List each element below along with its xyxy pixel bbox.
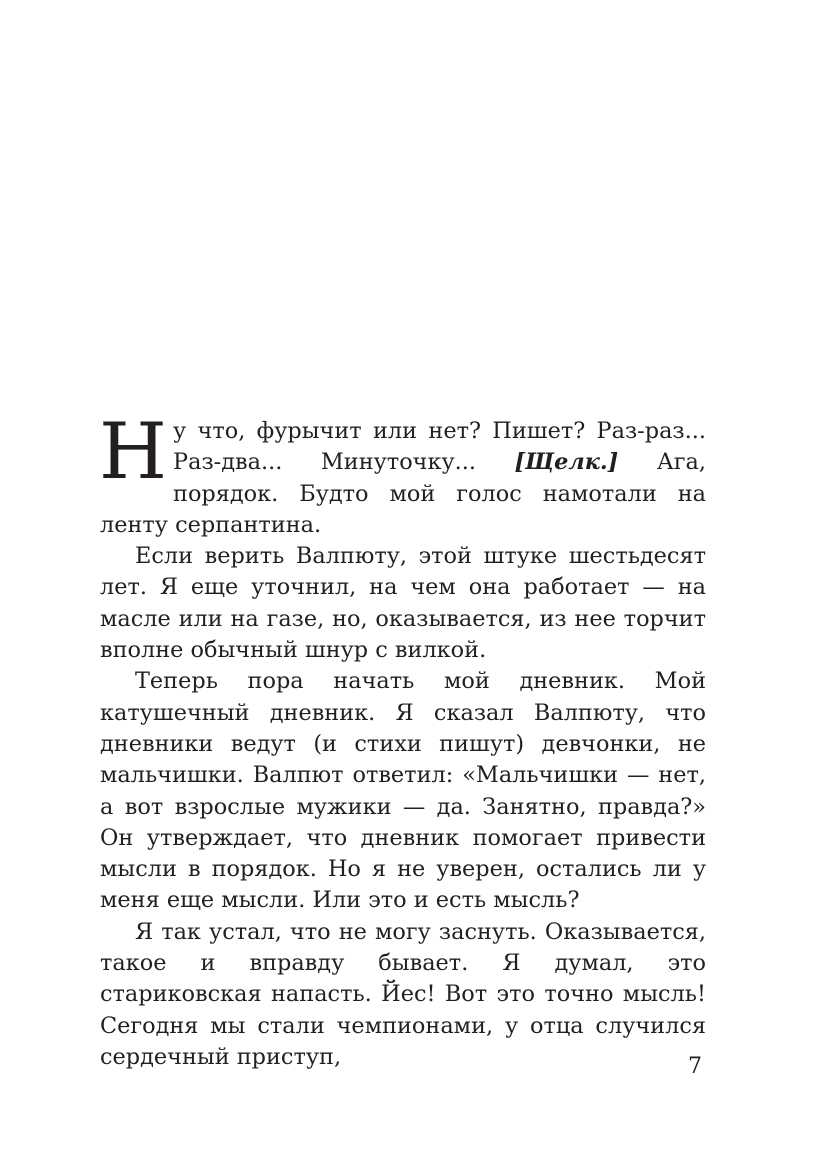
paragraph-1 bbox=[99, 407, 706, 541]
body-text bbox=[99, 407, 706, 1073]
drop-cap: Н bbox=[99, 407, 168, 497]
paragraph-1-part-1: у что, фурычит или нет? Пишет? Раз-раз... Раз-два... Минуточку... bbox=[173, 418, 706, 476]
paragraph-1-part-2: Ага, порядок. Будто мой голос намотали на ленту серпантина. bbox=[100, 449, 706, 538]
paragraph-4: Я так устал, что не могу заснуть. Оказывается, такое и вправду бывает. Я думал, это стариковская напасть. Йес! Вот это точно мысль! Сегодня мы стали чемпионами, у отца случился сердечный приступ, bbox=[100, 918, 706, 1070]
sound-effect-click: [Щелк.] bbox=[514, 449, 619, 476]
paragraph-2: Если верить Валпюту, этой штуке шестьдесят лет. Я еще уточнил, на чем она работает — на масле или на газе, но, оказывается, из нее торчит вполне обычный шнур с вилкой. bbox=[100, 543, 706, 664]
page-number: 7 bbox=[688, 1054, 702, 1079]
paragraph-3: Теперь пора начать мой дневник. Мой катушечный дневник. Я сказал Валпюту, что дневники ведут (и стихи пишут) девчонки, не мальчишки. Валпют ответил: «Мальчишки — нет, а вот взрослые мужики — да. Занятно, правда?» Он утверждает, что дневник помогает привести мысли в порядок. Но я не уверен, остались ли у меня еще мысли. Или это и есть мысль? bbox=[100, 668, 706, 914]
